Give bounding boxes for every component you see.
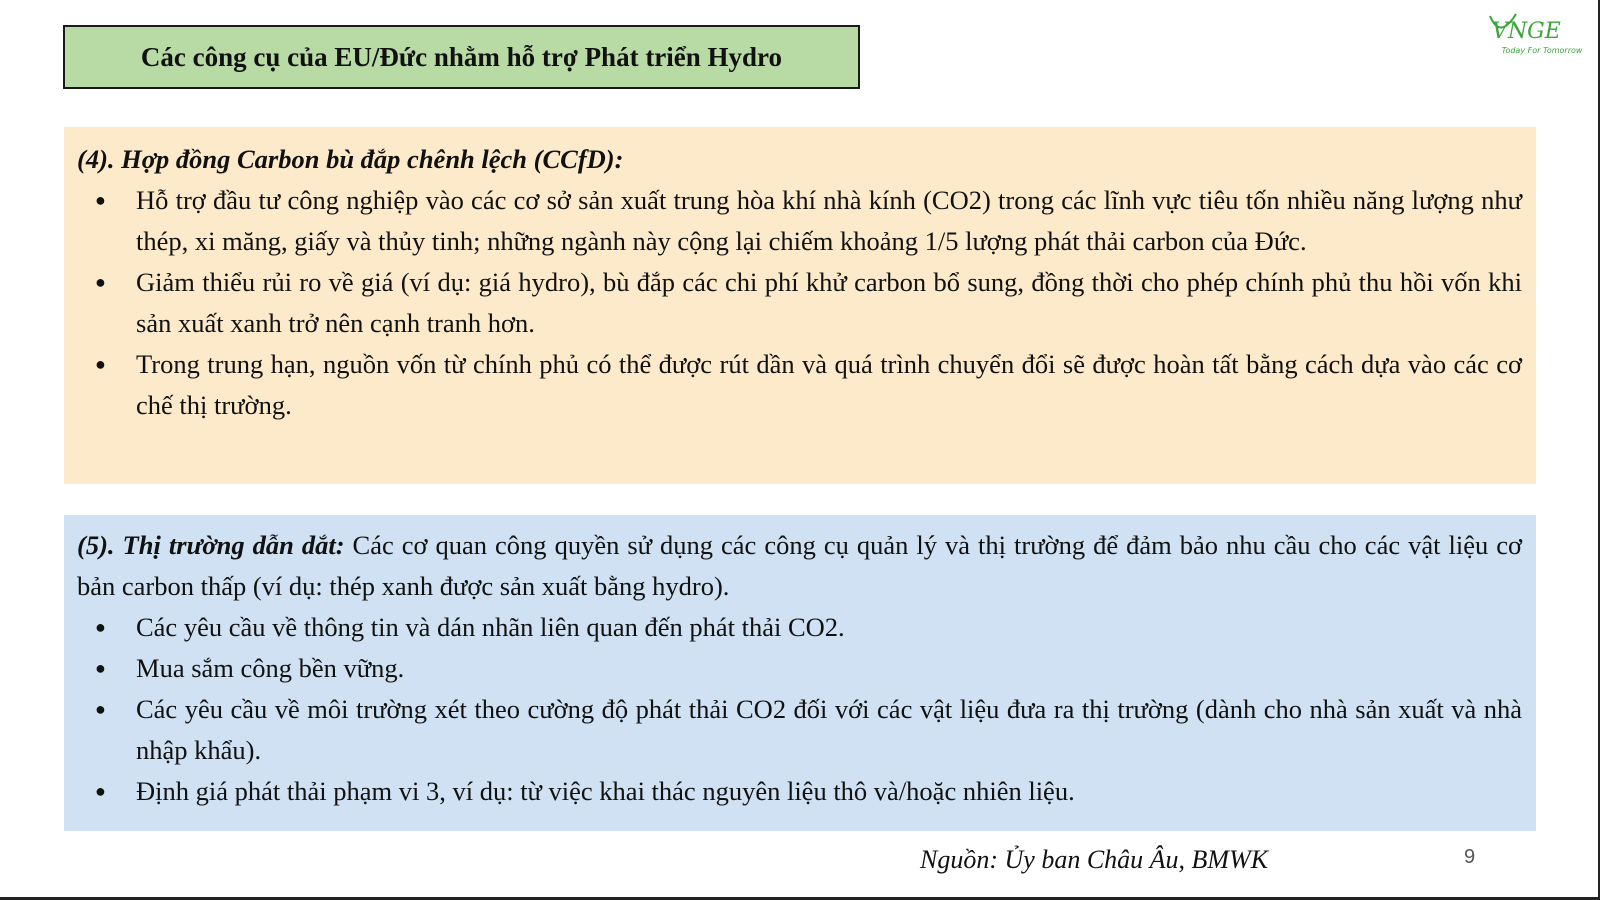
slide-title-box [63, 25, 860, 89]
lead-market-bullet-list [77, 607, 1522, 812]
vnge-logo-mark [1486, 10, 1598, 46]
source-citation: Nguồn: Ủy ban Châu Âu, BMWK [920, 845, 1269, 874]
list-item [77, 607, 1522, 648]
lead-market-bullet-text: Các yêu cầu về môi trường xét theo cường độ phát thải CO2 đối với các vật liệu đưa ra thị trường (dành cho nhà sản xuất và nhà nhập khẩu). [136, 694, 1522, 765]
lead-market-bullet-text: Các yêu cầu về thông tin và dán nhãn liên quan đến phát thải CO2. [136, 612, 845, 642]
list-item [77, 262, 1522, 344]
bullet-icon: ● [95, 272, 106, 292]
lead-market-bullet-text: Định giá phát thải phạm vi 3, ví dụ: từ việc khai thác nguyên liệu thô và/hoặc nhiên liệu. [136, 776, 1075, 806]
bullet-icon: ● [95, 354, 106, 374]
lead-market-section [64, 515, 1536, 831]
lead-market-bullet-text: Mua sắm công bền vững. [136, 653, 405, 683]
bullet-icon: ● [95, 658, 106, 678]
page-number: 9 [1464, 846, 1476, 868]
bullet-icon: ● [95, 699, 106, 719]
lead-market-intro: Các cơ quan công quyền sử dụng các công cụ quản lý và thị trường để đảm bảo nhu cầu cho các vật liệu cơ bản carbon thấp (ví dụ: thép xanh được sản xuất bằng hydro). [77, 530, 1522, 601]
vnge-logo [1486, 10, 1596, 60]
ccfd-bullet-text: Giảm thiểu rủi ro về giá (ví dụ: giá hydro), bù đắp các chi phí khử carbon bổ sung, đồng thời cho phép chính phủ thu hồi vốn khi sản xuất xanh trở nên cạnh tranh hơn. [136, 267, 1522, 338]
logo-wordmark: VNGE [1492, 19, 1561, 44]
lead-market-heading: (5). Thị trường dẫn dắt: [77, 530, 345, 560]
list-item [77, 689, 1522, 771]
slide-title: Các công cụ của EU/Đức nhằm hỗ trợ Phát triển Hydro [140, 41, 783, 72]
list-item [77, 771, 1522, 812]
list-item [77, 344, 1522, 426]
lead-market-paragraph [77, 525, 1522, 607]
ccfd-bullet-text: Hỗ trợ đầu tư công nghiệp vào các cơ sở sản xuất trung hòa khí nhà kính (CO2) trong các lĩnh vực tiêu tốn nhiều năng lượng như thép, xi măng, giấy và thủy tinh; những ngành này cộng lại chiếm khoảng 1/5 lượng phát thải carbon của Đức. [136, 185, 1522, 256]
bullet-icon: ● [95, 617, 106, 637]
list-item [77, 180, 1522, 262]
logo-tagline: Today For Tomorrow [1501, 46, 1583, 55]
bullet-icon: ● [95, 781, 106, 801]
ccfd-section [64, 127, 1536, 484]
bullet-icon: ● [95, 190, 106, 210]
ccfd-heading: (4). Hợp đồng Carbon bù đắp chênh lệch (CCfD): [77, 144, 624, 174]
ccfd-bullet-text: Trong trung hạn, nguồn vốn từ chính phủ có thể được rút dần và quá trình chuyển đổi sẽ được hoàn tất bằng cách dựa vào các cơ chế thị trường. [136, 349, 1522, 420]
ccfd-bullet-list [77, 180, 1522, 426]
list-item [77, 648, 1522, 689]
